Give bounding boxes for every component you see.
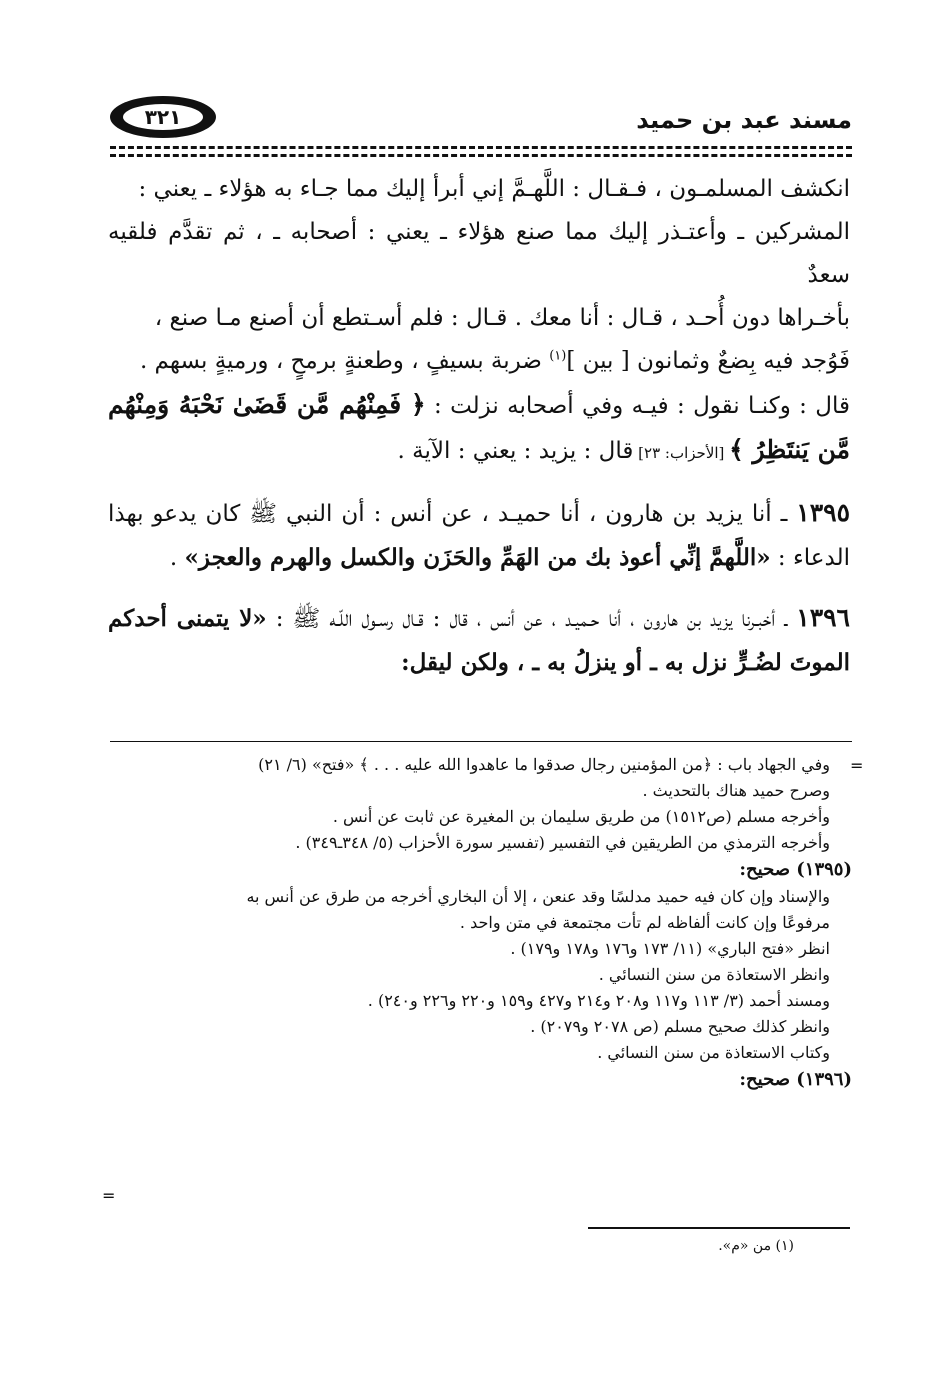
book-title: مسند عبد بن حميد [636,106,852,134]
hadith-number: ١٣٩٦ [796,603,850,632]
text-segment: ضربة بسيفٍ ، وطعنةٍ برمحٍ ، ورميةٍ بسهم . [139,348,550,374]
note-line: وكتاب الاستعاذة من سنن النسائي . [597,1043,830,1062]
continuation-mark: = [850,756,864,775]
note-line: وأخرجه مسلم (ص١٥١٢) من طريق سليمان بن المغيرة عن ثابت عن أنس . [332,807,830,826]
text-segment: قال : يزيد : يعني : الآية . [397,438,634,464]
commentary-notes [150,752,852,1094]
hadith-1395 [108,491,850,580]
text-line: بأخـراها دون أُحـد ، قـال : أنا معك . قـال : فلم أسـتطع أن أصنع مـا صنع ، [154,305,850,331]
note-line: وفي الجهاد باب : ﴿من المؤمنين رجال صدقوا ما عاهدوا الله عليه . . . ﴾ «فتح» (٦/ ٢١) [258,755,830,774]
text-segment: . [169,545,185,571]
note-line: ومسند أحمد (٣/ ١١٣ و١١٧ و٢٠٨ و٢١٤ و٤٢٧ و١٥٩ و٢٢٠ و٢٢٦ و٢٤٠) . [367,991,830,1010]
header-divider-second [110,154,852,157]
footnote-divider [588,1227,850,1229]
note-line: والإسناد وإن كان فيه حميد مدلسًا وقد عنعن ، إلا أن البخاري أخرجه من طرق عن أنس به [246,887,830,906]
quran-verse: ﴿ فَمِنْهُم مَّن قَضَىٰ نَحْبَهُ وَمِنْهُم مَّن يَنتَظِرُ ﴾ [108,390,850,464]
page-number-badge [110,96,216,138]
text-segment: قال : وكنـا نقول : فيـه وفي أصحابه نزلت : [425,393,850,419]
text-segment: ـ أخبـرنا يزيد بن هارون ، أنا حـميـد ، عن أنس ، قال : قـال رسـول [361,606,797,632]
main-text [108,168,850,685]
page-header [110,96,852,142]
note-line: مرفوعًا وإن كانت ألفاظه لم تأت مجتمعة في متن واحد . [459,913,830,932]
quran-reference: [الأحزاب: ٢٣] [633,444,730,462]
notes-divider [110,741,852,742]
hadith-quote: «اللَّهمَّ إنِّي أعوذ بك من الهَمِّ والحَزَن والكسل والهرم والعجز» [184,544,771,571]
note-heading: (١٣٩٥) صحيح: [739,859,852,880]
text-segment: بهذا الدعاء : [108,501,850,571]
note-line: وأخرجه الترمذي من الطريقين في التفسير (تفسير سورة الأحزاب (٥/ ٣٤٨ـ٣٤٩) . [295,833,830,852]
note-line: وانظر كذلك صحيح مسلم (ص ٢٠٧٨ و٢٠٧٩) . [530,1017,830,1036]
text-segment: اللّـه ﷺ : [266,606,353,632]
text-segment: ـ أنا يزيد بن هارون ، أنا حميـد ، عن أنس : أن النبي ﷺ كان يدعو [152,501,797,527]
text-segment: فَوُجد فيه بِضعٌ وثمانون [ بين ] [566,348,850,374]
text-line [108,340,850,383]
text-line [108,383,850,475]
continuation-mark-bottom: = [102,1186,116,1205]
hadith-quote: «لا يتمنى أحدكم الموتَ لضُـرٍّ نزل به ـ أو ينزلُ به ـ ، ولكن ليقل: [108,605,850,676]
page-number: ٣٢١ [123,104,203,130]
note-line: وانظر الاستعاذة من سنن النسائي . [598,965,830,984]
header-divider [110,146,852,149]
text-line: المشركين ـ وأعتـذر إليك مما صنع هؤلاء ـ يعني : أصحابه ـ ، ثم تقدَّم فلقيه سعدٌ [108,219,850,288]
hadith-1396 [108,596,850,685]
note-heading: (١٣٩٦) صحيح: [739,1069,852,1090]
note-line: وصرح حميد هناك بالتحديث . [642,781,830,800]
text-line: انكشف المسلمـون ، فـقـال : اللَّهـمَّ إني أبرأ إليك مما جـاء به هؤلاء ـ يعني : [138,176,850,202]
hadith-number: ١٣٩٥ [796,498,850,527]
footnote-marker: (١) [549,348,567,364]
note-line: انظر «فتح الباري» (١١/ ١٧٣ و١٧٦ و١٧٨ و١٧٩) . [510,939,830,958]
footnote: (١) من «م». [718,1238,794,1254]
